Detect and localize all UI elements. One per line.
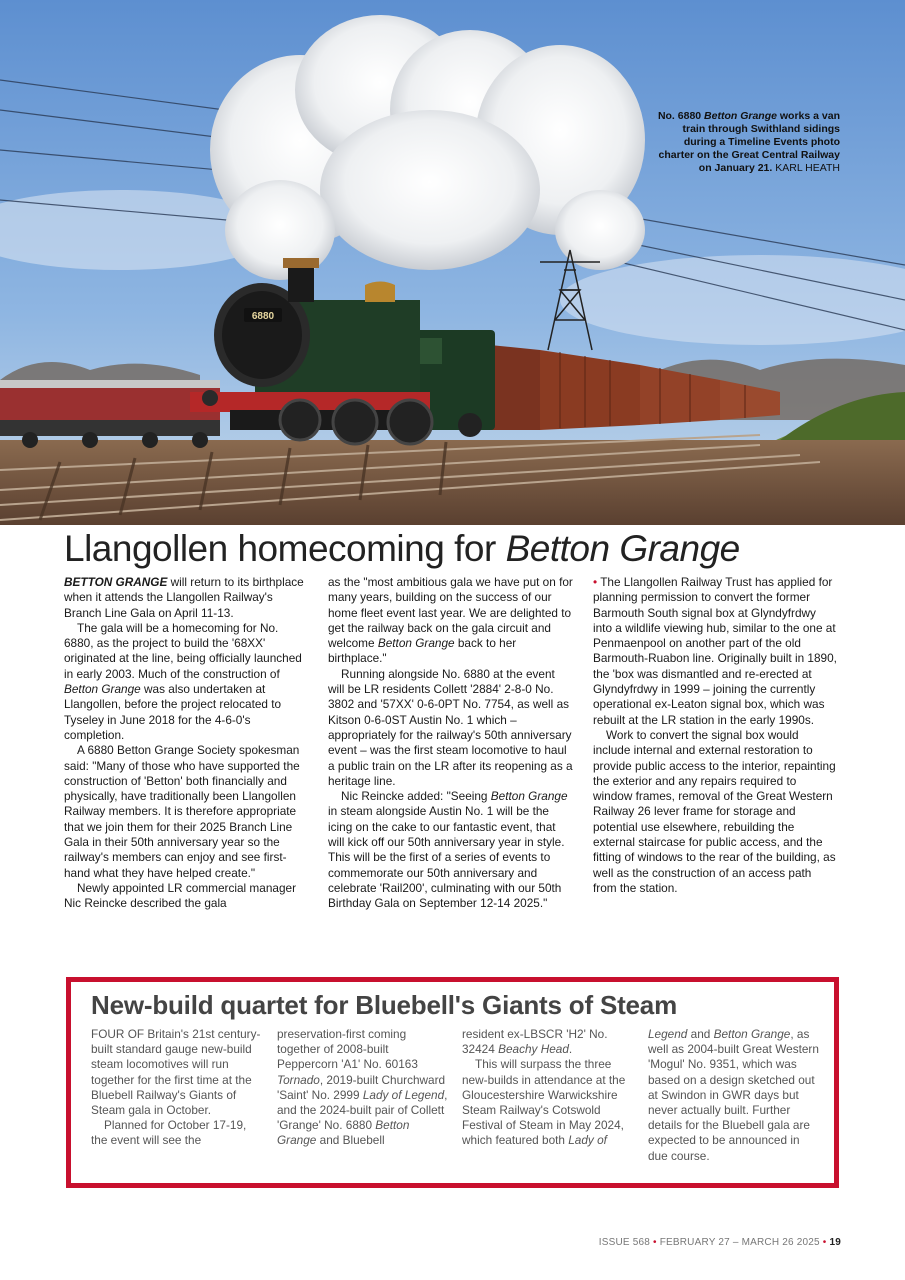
paragraph-text: Nic Reincke added: "Seeing — [341, 789, 491, 804]
box-column-4 — [648, 1027, 820, 1164]
paragraph — [462, 1057, 634, 1148]
paragraph: A 6880 Betton Grange Society spokesman said: "Many of those who have supported the construction of 'Betton' both financially and physically, have traditionally been Llangollen Railway members. It is therefore appropriate that we join them for their 2025 Branch Line Gala in their 50th anniversary year so the railway's members can enjoy and see first-hand what they have helped create." — [64, 743, 300, 880]
paragraph — [64, 575, 309, 621]
loco-number-plate: 6880 — [251, 311, 275, 322]
paragraph: FOUR OF Britain's 21st century-built standard gauge new-build steam locomotives will run together for the first time at the Bluebell Railway's Giants of Steam gala in October. — [91, 1027, 261, 1118]
paragraph — [593, 575, 838, 728]
photo-caption — [650, 110, 840, 175]
separator: • — [650, 1237, 660, 1248]
issue-number: ISSUE 568 — [598, 1237, 651, 1248]
paragraph-text: back to her birthplace." — [328, 636, 517, 666]
box-headline: New-build quartet for Bluebell's Giants of Steam — [91, 990, 677, 1020]
paragraph-text: preservation-first coming together of 2008-built Peppercorn 'A1' No. 60163 — [277, 1027, 418, 1072]
paragraph-text: resident ex-LBSCR 'H2' No. 32424 — [462, 1027, 608, 1057]
caption-text-2: works a van train through Swithland sidings during a Timeline Events photo charter on the Great Central Railway on January 21. — [658, 110, 840, 174]
paragraph: Planned for October 17-19, the event will see the — [91, 1118, 247, 1148]
article-column-1 — [64, 575, 309, 912]
page-number: 19 — [829, 1237, 841, 1248]
paragraph-italic: Betton Grange — [490, 789, 568, 804]
paragraph — [64, 621, 309, 743]
caption-text: No. 6880 — [657, 110, 705, 122]
paragraph-text: as the "most ambitious gala we have put on for many years, building on the success of our home fleet event last year. We are delighted to get the railway back on the gala circuit and welcome — [328, 575, 573, 651]
paragraph-text: was also undertaken at Llangollen, before the project relocated to Tyseley in June 2018 for the 4-6-0's completion. — [64, 682, 282, 742]
paragraph-text: , and the 2024-built pair of Collett 'Grange' No. 6880 — [277, 1087, 448, 1133]
box-column-2 — [277, 1027, 449, 1149]
paragraph-italic: Betton Grange — [377, 636, 455, 651]
article-column-2 — [328, 575, 573, 912]
paragraph: Newly appointed LR commercial manager Nic Reincke described the gala — [64, 880, 296, 911]
article-column-3 — [593, 575, 838, 896]
paragraph — [328, 575, 573, 667]
paragraph-italic: Betton Grange — [64, 682, 141, 697]
article-headline — [64, 527, 864, 571]
sidebar-box — [66, 977, 839, 1188]
box-column-3 — [462, 1027, 634, 1149]
paragraph-text: in steam alongside Austin No. 1 will be the icing on the cake to our fantastic event, that will kick off our 50th anniversary year in style. This will be the first of a series of events to commemorate our 50th anniversary and celebrate 'Rail200', culminating with our 50th Birthday Gala on September 12-14 2025." — [328, 804, 565, 911]
paragraph-italic: Beachy Head — [498, 1042, 569, 1057]
paragraph-text: , as well as 2004-built Great Western 'Mogul' No. 9351, which was based on a design sketched out at Swindon in GWR days but never actually built. Further details for the Bluebell gala are expected to be announced in due course. — [648, 1027, 819, 1163]
separator: • — [819, 1237, 830, 1248]
headline-plain: Llangollen homecoming for — [64, 528, 506, 569]
page-footer — [599, 1237, 841, 1248]
paragraph-text: , 2019-built Churchward 'Saint' No. 2999 — [277, 1072, 446, 1102]
red-bullet-icon: • — [593, 575, 598, 589]
paragraph-italic: Betton Grange — [277, 1118, 410, 1148]
paragraph: Work to convert the signal box would include internal and external restoration to provide public access to the interior, repainting the exterior and any repairs required to window frames, removal of the Great Western Railway 26 lever frame for storage and potential use elsewhere, rebuilding the external staircase for public access, and the fitting of windows to the rear of the building, as well as the construction of an access path from the station. — [593, 727, 836, 895]
lead-in: BETTON GRANGE — [64, 575, 168, 589]
paragraph-text: and — [687, 1027, 714, 1041]
paragraph-text: The gala will be a homecoming for No. 6880, as the project to build the '68XX' originated at the line, being officially launched in early 2003. Much of the construction of — [64, 620, 302, 681]
paragraph — [648, 1027, 820, 1164]
paragraph-text: and Bluebell — [316, 1133, 385, 1148]
paragraph — [462, 1027, 634, 1057]
paragraph — [328, 789, 573, 911]
header-photo — [0, 0, 905, 525]
paragraph-italic: Lady of Legend — [362, 1087, 445, 1102]
box-column-1 — [91, 1027, 263, 1149]
headline-italic: Betton Grange — [505, 528, 740, 569]
paragraph-text: This will surpass the three new-builds in attendance at the Gloucestershire Warwickshire Steam Railway's Cotswold Festival of Steam in May 2024, which featured both — [462, 1057, 626, 1148]
paragraph-text: The Llangollen Railway Trust has applied for planning permission to convert the former Barmouth South signal box at Glyndyfrdwy into a wildlife viewing hub, similar to the one at Penmaenpool on another part of the old Barmouth-Ruabon line. Originally built in 1890, the 'box was dismantled and re-erected at Glyndyfrdwy in 1999 – joining the currently operational ex-Leaton signal box, which was rebuilt at the LR station in the early 1990s. — [593, 575, 837, 727]
paragraph-italic: Betton Grange — [713, 1027, 791, 1041]
paragraph-text: will return to its birthplace when it attends the Llangollen Railway's Branch Line Gala on April 11-13. — [64, 575, 304, 620]
paragraph: Running alongside No. 6880 at the event will be LR residents Collett '2884' 2-8-0 No. 3802 and '57XX' 0-6-0PT No. 7754, as well as Kitson 0-6-0ST Austin No. 1 which – appropriately for the railway's 50th anniversary event – was the first steam locomotive to haul a public train on the LR after its reopening as a heritage line. — [328, 666, 573, 788]
paragraph-italic: Legend — [648, 1027, 688, 1041]
photo-credit: KARL HEATH — [772, 162, 840, 174]
paragraph-italic: Tornado — [277, 1072, 320, 1087]
issue-dates: FEBRUARY 27 – MARCH 26 2025 — [659, 1237, 820, 1248]
paragraph-text: . — [568, 1042, 573, 1057]
paragraph — [277, 1027, 449, 1149]
paragraph-italic: Lady of — [568, 1133, 607, 1148]
caption-italic: Betton Grange — [704, 110, 777, 122]
